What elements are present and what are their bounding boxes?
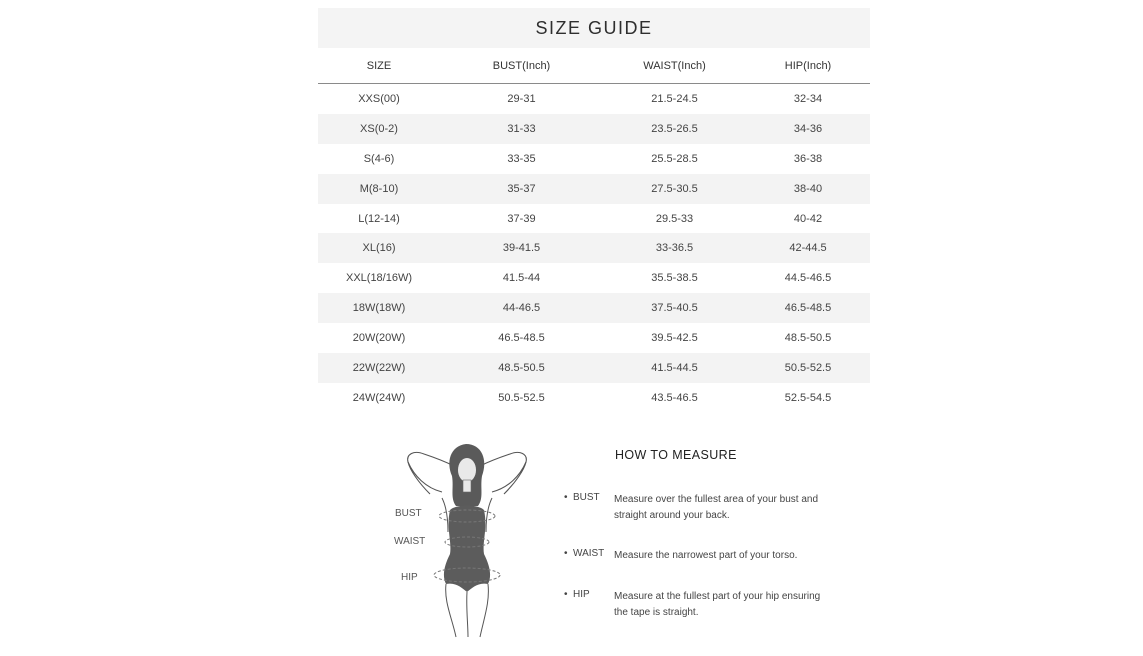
size-guide-title: SIZE GUIDE: [318, 8, 870, 48]
size-table: [318, 48, 870, 413]
header-hip: HIP(Inch): [746, 48, 870, 84]
cell-waist: 21.5-24.5: [603, 84, 746, 114]
figure-label-waist: WAIST: [394, 536, 426, 547]
table-row: [318, 353, 870, 383]
bullet-icon: •: [564, 548, 568, 559]
header-bust: BUST(Inch): [440, 48, 603, 84]
cell-size: XXS(00): [318, 84, 440, 114]
cell-waist: 27.5-30.5: [603, 174, 746, 204]
cell-hip: 42-44.5: [746, 233, 870, 263]
cell-size: XL(16): [318, 233, 440, 263]
size-table-header: [318, 48, 870, 84]
cell-size: M(8-10): [318, 174, 440, 204]
cell-hip: 40-42: [746, 204, 870, 234]
table-row: [318, 114, 870, 144]
table-row: [318, 144, 870, 174]
bullet-icon: •: [564, 492, 568, 503]
cell-size: L(12-14): [318, 204, 440, 234]
table-row: [318, 263, 870, 293]
cell-bust: 35-37: [440, 174, 603, 204]
header-size: SIZE: [318, 48, 440, 84]
measure-description: Measure the narrowest part of your torso.: [614, 550, 798, 561]
cell-waist: 37.5-40.5: [603, 293, 746, 323]
measure-label: BUST: [573, 492, 600, 503]
table-row: [318, 383, 870, 413]
body-measurement-figure: [380, 432, 550, 642]
cell-hip: 36-38: [746, 144, 870, 174]
cell-waist: 41.5-44.5: [603, 353, 746, 383]
table-row: [318, 233, 870, 263]
cell-bust: 37-39: [440, 204, 603, 234]
figure-label-bust: BUST: [395, 508, 422, 519]
cell-waist: 29.5-33: [603, 204, 746, 234]
cell-waist: 35.5-38.5: [603, 263, 746, 293]
table-row: [318, 204, 870, 234]
header-waist: WAIST(Inch): [603, 48, 746, 84]
cell-waist: 43.5-46.5: [603, 383, 746, 413]
cell-bust: 50.5-52.5: [440, 383, 603, 413]
cell-bust: 33-35: [440, 144, 603, 174]
cell-bust: 39-41.5: [440, 233, 603, 263]
cell-size: XXL(18/16W): [318, 263, 440, 293]
cell-hip: 32-34: [746, 84, 870, 114]
cell-waist: 39.5-42.5: [603, 323, 746, 353]
cell-waist: 23.5-26.5: [603, 114, 746, 144]
cell-bust: 41.5-44: [440, 263, 603, 293]
cell-hip: 38-40: [746, 174, 870, 204]
table-row: [318, 84, 870, 114]
cell-size: S(4-6): [318, 144, 440, 174]
cell-size: 24W(24W): [318, 383, 440, 413]
measure-description: Measure at the fullest part of your hip ensuring the tape is straight.: [614, 591, 821, 618]
cell-bust: 46.5-48.5: [440, 323, 603, 353]
cell-hip: 48.5-50.5: [746, 323, 870, 353]
cell-bust: 31-33: [440, 114, 603, 144]
cell-bust: 44-46.5: [440, 293, 603, 323]
cell-waist: 33-36.5: [603, 233, 746, 263]
bullet-icon: •: [564, 589, 568, 600]
cell-size: 20W(20W): [318, 323, 440, 353]
measure-label: HIP: [573, 589, 590, 600]
cell-size: 22W(22W): [318, 353, 440, 383]
cell-hip: 52.5-54.5: [746, 383, 870, 413]
cell-waist: 25.5-28.5: [603, 144, 746, 174]
cell-hip: 46.5-48.5: [746, 293, 870, 323]
table-row: [318, 293, 870, 323]
cell-size: XS(0-2): [318, 114, 440, 144]
cell-hip: 44.5-46.5: [746, 263, 870, 293]
measure-label: WAIST: [573, 548, 605, 559]
figure-label-hip: HIP: [401, 572, 418, 583]
cell-bust: 48.5-50.5: [440, 353, 603, 383]
table-row: [318, 323, 870, 353]
how-to-measure-title: HOW TO MEASURE: [615, 448, 737, 462]
cell-hip: 34-36: [746, 114, 870, 144]
size-guide-sheet: [318, 8, 870, 413]
table-row: [318, 174, 870, 204]
measure-description: Measure over the fullest area of your bust and straight around your back.: [614, 494, 819, 521]
cell-size: 18W(18W): [318, 293, 440, 323]
cell-hip: 50.5-52.5: [746, 353, 870, 383]
cell-bust: 29-31: [440, 84, 603, 114]
